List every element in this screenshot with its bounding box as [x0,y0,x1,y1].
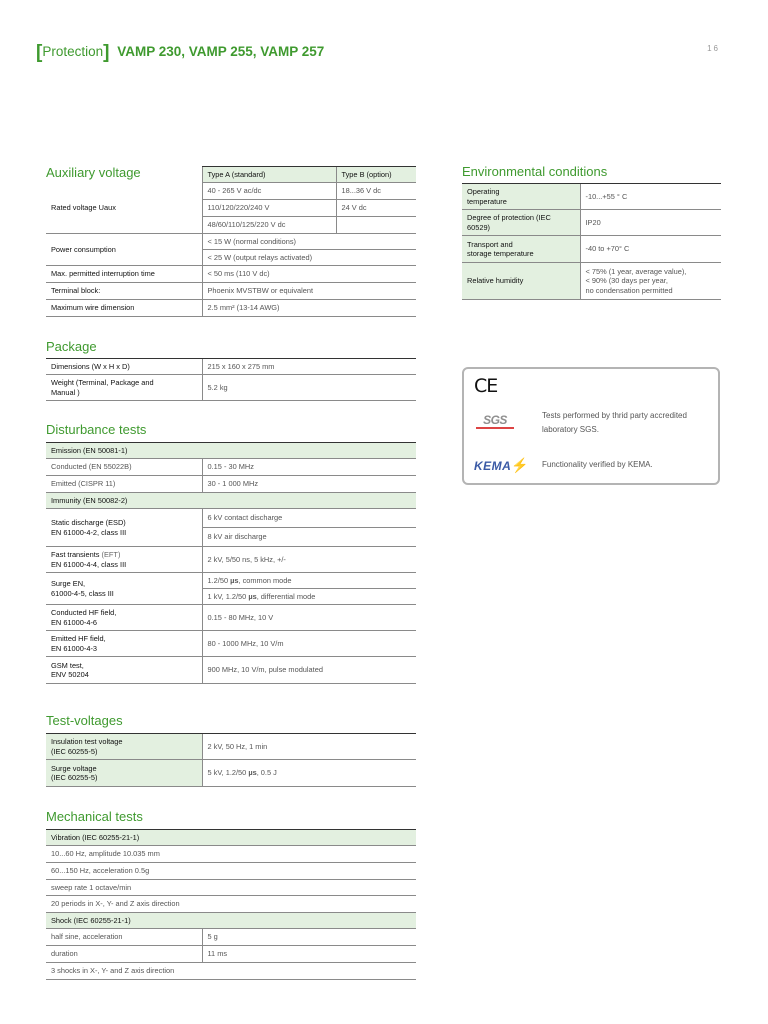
table-row [46,863,416,880]
table-row [46,929,416,946]
table-row [46,846,416,863]
kema-text: Functionality verified by KEMA. [542,460,653,469]
certification-box [462,367,720,485]
test-voltages-title: Test-voltages [46,713,123,728]
chf-label: Conducted HF field, EN 61000-4-6 [46,605,202,631]
env-value-3: < 75% (1 year, average value), < 90% (30 days per year, no condensation permitted [580,263,721,300]
conducted-label: Conducted (EN 55022B) [46,459,202,476]
conducted-value: 0.15 - 30 MHz [202,459,416,476]
weight-value: 5.2 kg [202,375,416,401]
terminal-value: Phoenix MVSTBW or equivalent [202,283,416,300]
table-row [46,605,416,631]
vibration-header: Vibration (IEC 60255-21-1) [46,830,416,846]
header-section: Protection [42,44,104,59]
table-row [46,631,416,657]
table-row [46,183,416,200]
table-row [46,734,416,760]
table-row [46,573,416,589]
surge-value-1: 1.2/50 µs, common mode [202,573,416,589]
rated-b1: 18...36 V dc [336,183,416,200]
power-label: Power consumption [46,234,202,266]
package-table [46,358,416,401]
emitted-value: 30 - 1 000 MHz [202,476,416,493]
header-models: VAMP 230, VAMP 255, VAMP 257 [117,44,325,59]
half-sine-label: half sine, acceleration [46,929,202,946]
vibration-4: 20 periods in X-, Y- and Z axis direction [46,896,416,913]
interrupt-label: Max. permitted interruption time [46,266,202,283]
surge-voltage-value: 5 kV, 1.2/50 µs, 0.5 J [202,760,416,787]
wire-label: Maximum wire dimension [46,300,202,317]
rated-voltage-label: Rated voltage Uaux [46,183,202,234]
eft-label: Fast transients (EFT) EN 61000-4-4, class III [46,547,202,573]
vibration-2: 60...150 Hz, acceleration 0.5g [46,863,416,880]
ehf-value: 80 - 1000 MHz, 10 V/m [202,631,416,657]
env-label-2: Transport and storage temperature [462,236,580,263]
shock-header: Shock (IEC 60255-21-1) [46,913,416,929]
table-row [462,263,721,300]
table-row [46,283,416,300]
emitted-label: Emitted (CISPR 11) [46,476,202,493]
bracket-right: ] [103,42,110,63]
sgs-text: Tests performed by thrid party accredited laboratory SGS. [542,411,687,434]
mechanical-table [46,829,416,980]
duration-label: duration [46,946,202,963]
wire-value: 2.5 mm² (13-14 AWG) [202,300,416,317]
disturbance-table [46,442,416,684]
esd-value-2: 8 kV air discharge [202,528,416,547]
table-row [46,830,416,846]
aux-voltage-title: Auxiliary voltage [46,165,141,180]
power-2: < 25 W (output relays activated) [202,250,416,266]
table-row [46,300,416,317]
surge-voltage-label: Surge voltage (IEC 60255-5) [46,760,202,787]
table-row [462,236,721,263]
ehf-label: Emitted HF field, EN 61000-4-3 [46,631,202,657]
rated-a1: 40 - 265 V ac/dc [202,183,336,200]
table-row [46,946,416,963]
rated-a2: 110/120/220/240 V [202,200,336,217]
duration-value: 11 ms [202,946,416,963]
terminal-label: Terminal block: [46,283,202,300]
page-header [36,42,324,64]
esd-value-1: 6 kV contact discharge [202,509,416,528]
env-label-1: Degree of protection (IEC 60529) [462,210,580,236]
env-table [462,183,721,300]
insulation-label: Insulation test voltage (IEC 60255-5) [46,734,202,760]
gsm-value: 900 MHz, 10 V/m, pulse modulated [202,657,416,684]
table-row [46,963,416,980]
ce-mark-icon: CE [474,375,498,397]
table-row [46,657,416,684]
table-row [46,509,416,528]
table-row [46,234,416,250]
table-row [46,375,416,401]
shocks-text: 3 shocks in X-, Y- and Z axis direction [46,963,416,980]
table-row [46,476,416,493]
rated-b2: 24 V dc [336,200,416,217]
col-type-a: Type A (standard) [202,167,336,183]
gsm-label: GSM test, ENV 50204 [46,657,202,684]
dimensions-label: Dimensions (W x H x D) [46,359,202,375]
half-sine-value: 5 g [202,929,416,946]
table-row [462,184,721,210]
table-row [46,896,416,913]
table-row [46,880,416,896]
package-title: Package [46,339,97,354]
kema-logo: KEMA⚡ [474,457,530,473]
power-1: < 15 W (normal conditions) [202,234,416,250]
table-row [46,167,416,183]
table-row [46,359,416,375]
env-value-2: -40 to +70° C [580,236,721,263]
mechanical-title: Mechanical tests [46,809,143,824]
table-row [46,459,416,476]
eft-value: 2 kV, 5/50 ns, 5 kHz, +/- [202,547,416,573]
env-label-3: Relative humidity [462,263,580,300]
table-row [46,760,416,787]
vibration-3: sweep rate 1 octave/min [46,880,416,896]
table-row [46,266,416,283]
dimensions-value: 215 x 160 x 275 mm [202,359,416,375]
weight-label: Weight (Terminal, Package and Manual ) [46,375,202,401]
env-label-0: Operating temperature [462,184,580,210]
insulation-value: 2 kV, 50 Hz, 1 min [202,734,416,760]
table-row [46,443,416,459]
kema-mark-icon: ⚡ [511,457,530,473]
surge-value-2: 1 kV, 1.2/50 µs, differential mode [202,589,416,605]
immunity-header: Immunity (EN 50082-2) [46,493,416,509]
table-row [46,913,416,929]
chf-value: 0.15 - 80 MHz, 10 V [202,605,416,631]
test-voltages-table [46,733,416,787]
disturbance-title: Disturbance tests [46,422,147,437]
table-row [462,210,721,236]
interrupt-value: < 50 ms (110 V dc) [202,266,416,283]
emission-header: Emission (EN 50081-1) [46,443,416,459]
aux-voltage-table [46,166,416,317]
env-title: Environmental conditions [462,164,608,179]
surge-label: Surge EN, 61000-4-5, class III [46,573,202,605]
col-type-b: Type B (option) [336,167,416,183]
sgs-logo: SGS [476,413,514,429]
table-row [46,493,416,509]
page-number: 16 [707,44,720,53]
vibration-1: 10...60 Hz, amplitude 10.035 mm [46,846,416,863]
env-value-0: -10...+55 ° C [580,184,721,210]
table-row [46,547,416,573]
bracket-left: [ [36,42,43,63]
rated-a3: 48/60/110/125/220 V dc [202,217,336,234]
esd-label: Static discharge (ESD) EN 61000-4-2, class III [46,509,202,547]
env-value-1: IP20 [580,210,721,236]
